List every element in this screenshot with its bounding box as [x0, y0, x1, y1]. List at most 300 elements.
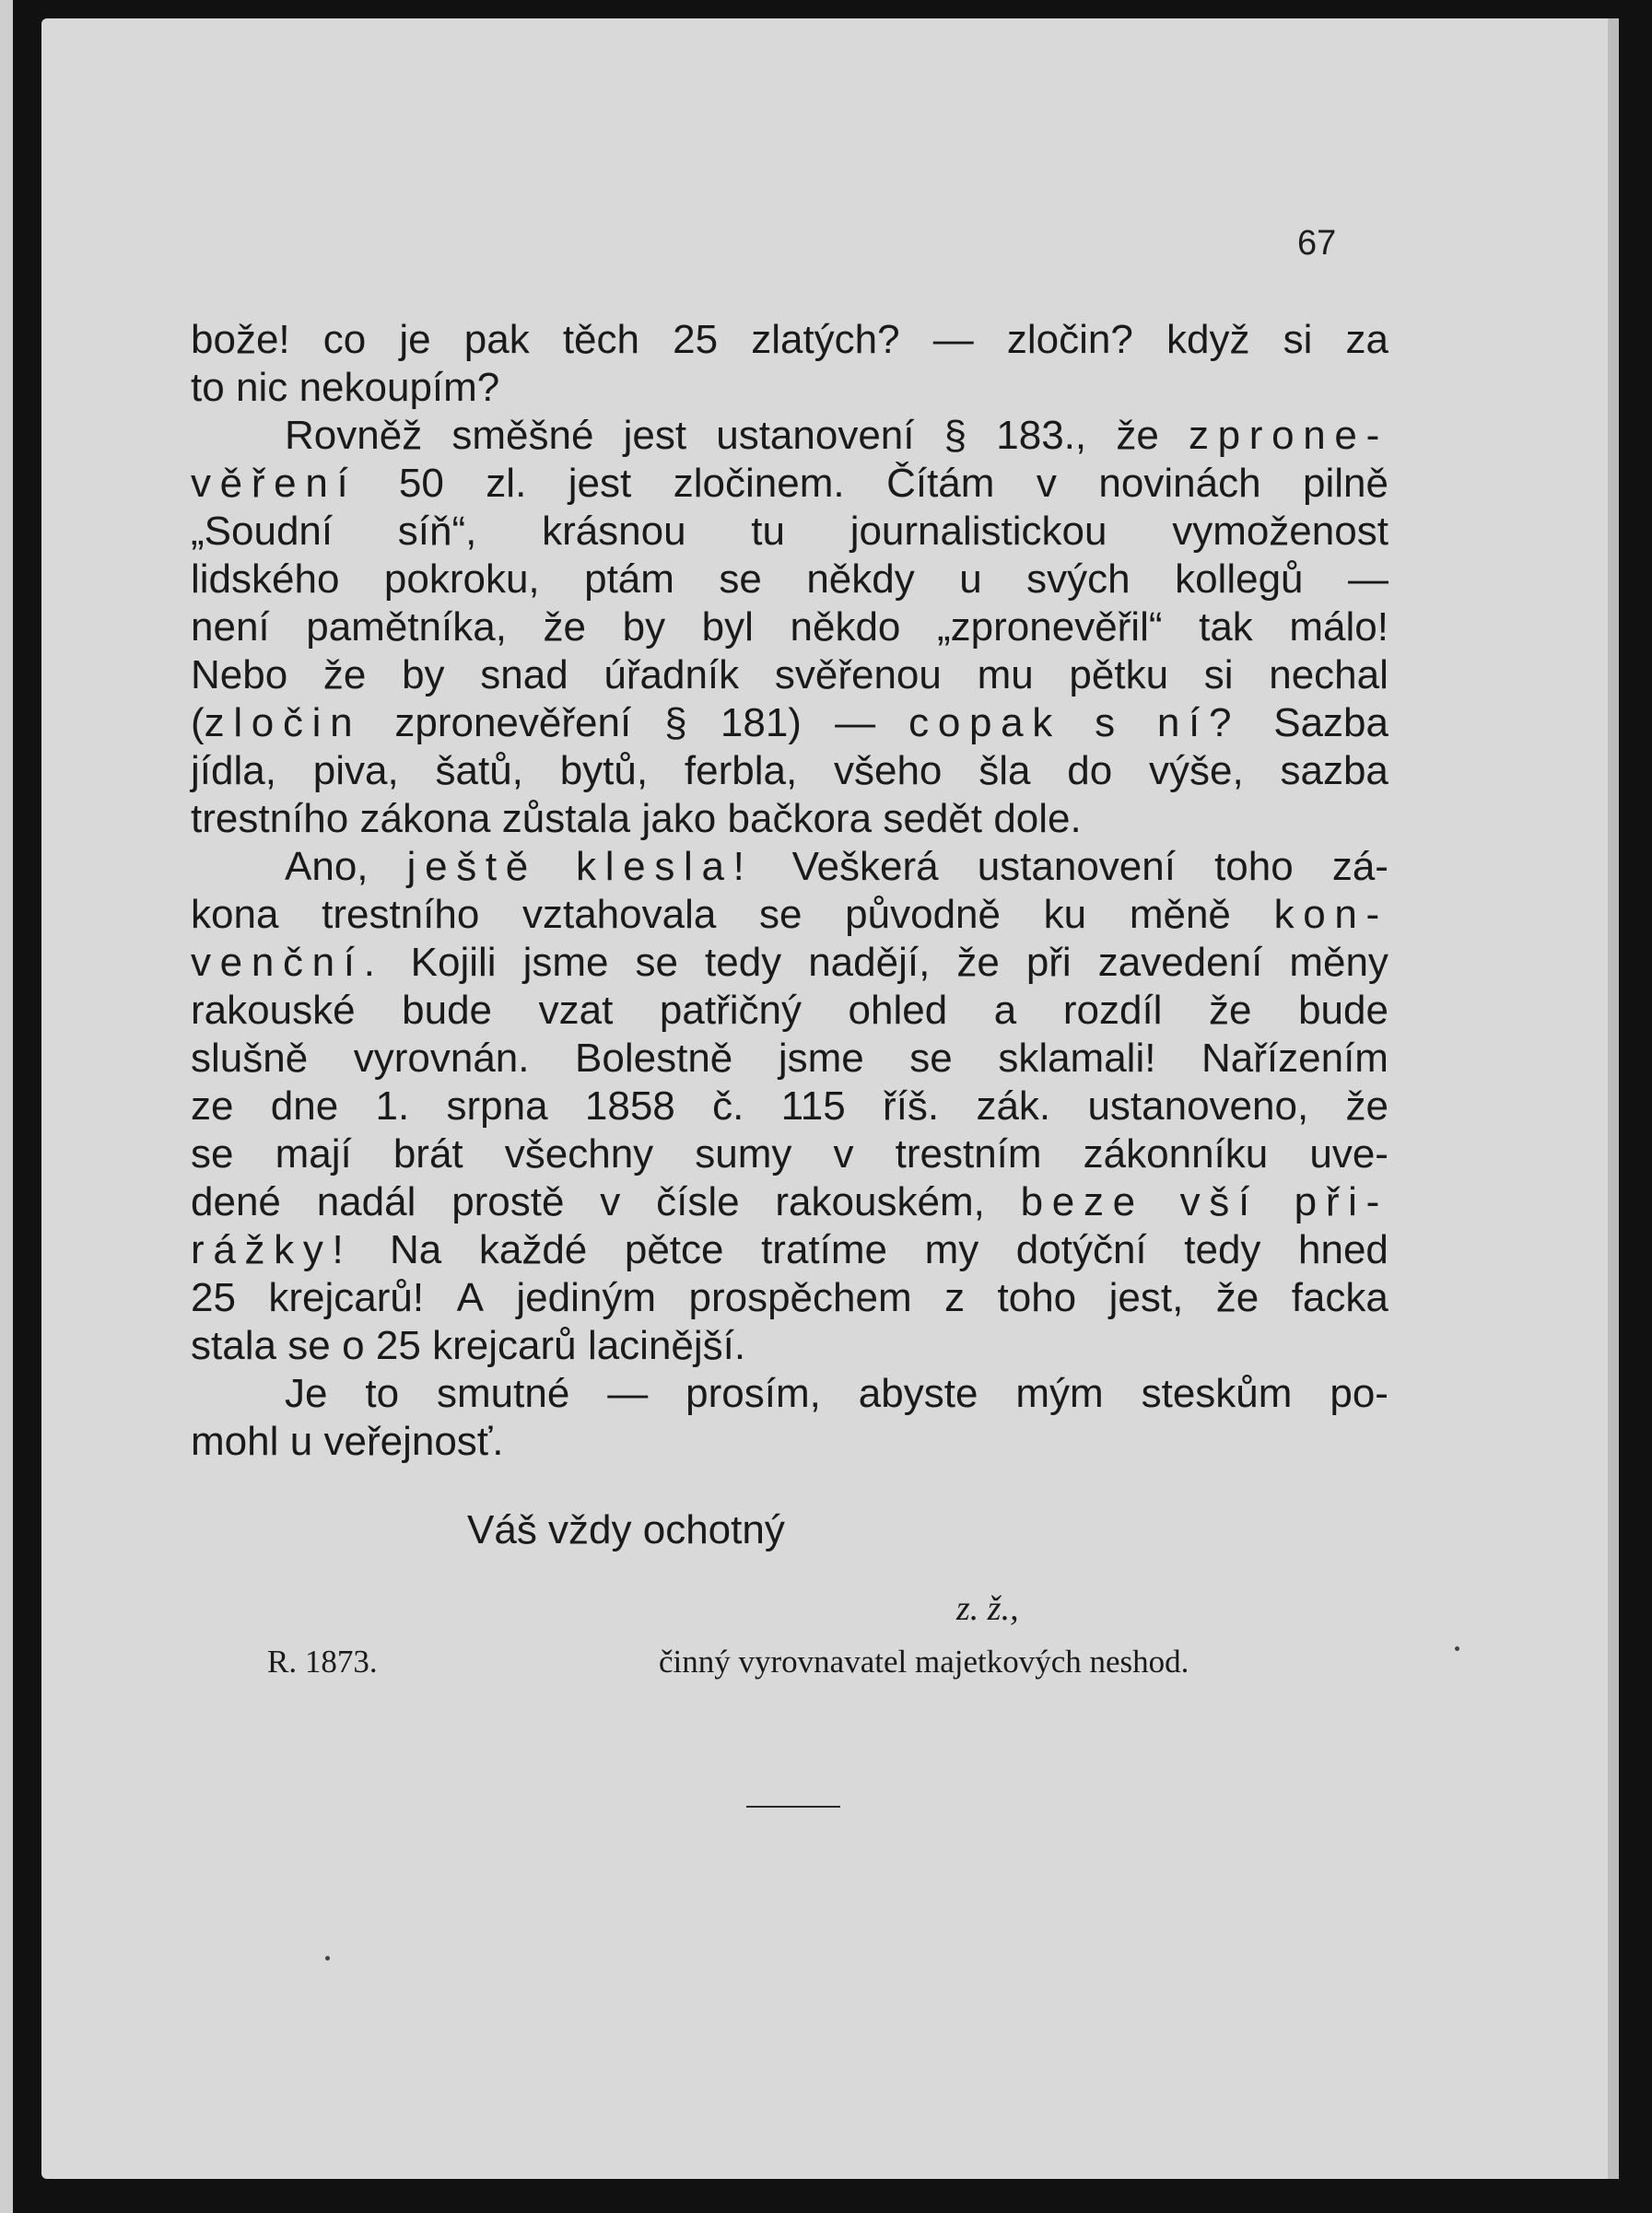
- text-line: [191, 651, 1388, 699]
- text-fragment: by: [622, 604, 666, 650]
- text-word: [712, 1083, 744, 1130]
- text-word: [834, 747, 942, 795]
- text-word: [600, 1178, 620, 1226]
- text-word: [623, 603, 665, 651]
- text-line: [191, 699, 1388, 747]
- text-word: [779, 1035, 864, 1083]
- text-fragment: rozdíl: [1062, 988, 1163, 1033]
- scan-speck: [325, 1956, 330, 1961]
- text-word: [933, 316, 974, 364]
- text-word: [1130, 891, 1231, 939]
- text-line: [191, 987, 1388, 1035]
- text-fragment: zák.: [976, 1083, 1051, 1129]
- text-word: [317, 1178, 416, 1226]
- scan-speck: [1455, 1646, 1459, 1651]
- text-word: [1345, 316, 1388, 364]
- text-fragment: ustanovení: [716, 413, 915, 458]
- text-fragment: o: [342, 1323, 365, 1368]
- text-word: [1330, 1370, 1388, 1418]
- text-fragment: úřadník: [603, 652, 740, 697]
- text-word: [191, 1178, 281, 1226]
- text-fragment: že: [1345, 1083, 1388, 1129]
- text-word: [313, 747, 399, 795]
- text-word: [1269, 651, 1388, 699]
- text-fragment: pokroku,: [383, 556, 540, 602]
- text-fragment: mají: [275, 1131, 352, 1177]
- text-word: [1015, 1370, 1103, 1418]
- text-word: [1016, 1226, 1147, 1274]
- text-fragment: bude: [1298, 988, 1388, 1033]
- text-fragment: 25: [673, 317, 719, 362]
- text-word: [624, 412, 686, 460]
- text-word: [1063, 987, 1163, 1035]
- text-word: [451, 412, 593, 460]
- spaced-emphasis: venční.: [191, 940, 384, 985]
- text-fragment: co: [322, 317, 367, 362]
- text-word: [1021, 1178, 1144, 1226]
- text-word: [365, 1370, 399, 1418]
- text-word: [1007, 316, 1133, 364]
- text-word: [978, 747, 1030, 795]
- place-date: R. 1873.: [267, 1644, 378, 1680]
- text-fragment: si: [1203, 652, 1234, 697]
- text-fragment: 1.: [375, 1083, 410, 1129]
- text-fragment: bude: [402, 988, 493, 1033]
- text-word: [1209, 987, 1251, 1035]
- text-word: [1283, 316, 1313, 364]
- text-line: [191, 795, 1388, 843]
- section-rule: [746, 1806, 840, 1808]
- text-fragment: jest: [568, 461, 632, 506]
- text-fragment: novinách: [1098, 461, 1261, 506]
- spaced-emphasis: copak: [908, 700, 1061, 745]
- text-word: [191, 795, 348, 843]
- text-fragment: je: [399, 317, 431, 362]
- text-word: [721, 699, 802, 747]
- text-fragment: se: [909, 1036, 953, 1081]
- text-fragment: Čítám: [886, 461, 995, 506]
- text-fragment: krásnou: [542, 509, 686, 554]
- text-line: [191, 412, 1388, 460]
- text-fragment: šatů,: [435, 748, 523, 793]
- text-fragment: do: [1067, 748, 1113, 793]
- text-fragment: jest: [623, 413, 687, 458]
- text-word: [674, 460, 845, 508]
- text-fragment: jsme: [522, 940, 609, 985]
- text-fragment: měny: [1289, 940, 1388, 985]
- text-word: [835, 699, 875, 747]
- text-word: [761, 1226, 887, 1274]
- text-word: [1166, 316, 1249, 364]
- spaced-emphasis: věření: [191, 461, 357, 506]
- text-fragment: zavedení: [1097, 940, 1263, 985]
- closing-line: Váš vždy ochotný: [467, 1507, 785, 1552]
- text-word: [1116, 412, 1158, 460]
- text-fragment: se: [719, 556, 762, 602]
- spaced-emphasis: s: [1095, 700, 1124, 745]
- text-line: [191, 556, 1388, 603]
- text-fragment: jídla,: [191, 748, 276, 793]
- text-word: [705, 939, 781, 987]
- signature-initials: z. ž.,: [956, 1589, 1019, 1628]
- text-word: [850, 508, 1107, 556]
- text-fragment: když: [1166, 317, 1250, 362]
- text-word: [688, 1274, 911, 1322]
- text-fragment: Rovněž: [285, 413, 423, 458]
- text-word: [285, 843, 369, 891]
- text-word: [285, 412, 422, 460]
- text-line: [191, 747, 1388, 795]
- text-fragment: to: [191, 365, 225, 410]
- text-word: [603, 651, 739, 699]
- text-word: [191, 939, 384, 987]
- text-fragment: zlatých?: [751, 317, 900, 362]
- text-fragment: lidského: [191, 556, 340, 602]
- text-word: [1037, 460, 1057, 508]
- spaced-emphasis: kon-: [1273, 892, 1388, 937]
- text-word: [641, 795, 716, 843]
- text-word: [402, 651, 444, 699]
- text-word: [376, 1083, 410, 1130]
- text-fragment: sedět: [883, 796, 982, 841]
- text-fragment: si: [1283, 317, 1313, 362]
- text-word: [447, 1083, 548, 1130]
- text-word: [398, 508, 477, 556]
- text-word: [275, 1130, 352, 1178]
- text-word: [944, 1274, 965, 1322]
- text-fragment: svěřenou: [774, 652, 942, 697]
- text-word: [1180, 1178, 1259, 1226]
- text-fragment: tedy: [1184, 1227, 1261, 1272]
- text-word: [584, 556, 674, 603]
- text-word: [384, 556, 540, 603]
- text-word: [268, 1274, 424, 1322]
- text-fragment: ptám: [584, 556, 674, 602]
- text-fragment: 25: [375, 1323, 421, 1368]
- text-fragment: —: [932, 317, 974, 362]
- text-fragment: dne: [270, 1083, 339, 1129]
- text-word: [1274, 891, 1388, 939]
- text-word: [399, 460, 444, 508]
- text-fragment: sumy: [695, 1131, 792, 1177]
- text-word: [781, 1083, 846, 1130]
- text-word: [775, 1178, 984, 1226]
- text-word: [978, 651, 1034, 699]
- text-word: [993, 795, 1081, 843]
- text-fragment: A: [456, 1275, 484, 1320]
- text-fragment: bačkora: [727, 796, 873, 841]
- text-fragment: dole.: [993, 796, 1082, 841]
- text-word: [1087, 1083, 1308, 1130]
- text-word: [956, 939, 999, 987]
- text-fragment: směšné: [451, 413, 594, 458]
- text-fragment: nadál: [316, 1179, 416, 1224]
- text-fragment: vzat: [538, 988, 614, 1033]
- text-fragment: mým: [1015, 1371, 1104, 1416]
- text-word: [1298, 987, 1388, 1035]
- text-fragment: Na: [390, 1227, 442, 1272]
- text-fragment: prostě: [451, 1179, 565, 1224]
- text-word: [1098, 460, 1260, 508]
- text-fragment: síň“,: [397, 509, 477, 554]
- text-word: [191, 556, 339, 603]
- signature-title: činný vyrovnavatel majetkových neshod.: [659, 1644, 1189, 1680]
- text-fragment: Kojili: [410, 940, 497, 985]
- text-fragment: šla: [978, 748, 1031, 793]
- text-word: [1303, 460, 1388, 508]
- text-word: [191, 316, 290, 364]
- text-fragment: trestním: [895, 1131, 1042, 1177]
- text-fragment: mu: [977, 652, 1034, 697]
- text-fragment: někdo: [790, 604, 901, 650]
- text-word: [585, 1083, 675, 1130]
- text-word: [849, 987, 948, 1035]
- text-fragment: jsme: [778, 1036, 864, 1081]
- text-fragment: ohled: [848, 988, 948, 1033]
- text-word: [751, 508, 785, 556]
- text-word: [191, 1035, 308, 1083]
- text-word: [883, 795, 982, 843]
- text-word: [1289, 603, 1388, 651]
- text-fragment: nekoupím?: [299, 365, 500, 410]
- body-text: [191, 316, 1388, 1466]
- text-line: [191, 364, 1388, 412]
- text-fragment: že: [1209, 988, 1252, 1033]
- text-fragment: vztahovala: [521, 892, 717, 937]
- text-line: [191, 1370, 1388, 1418]
- text-word: [542, 508, 686, 556]
- text-word: [909, 1035, 952, 1083]
- text-word: [299, 364, 500, 412]
- text-word: [636, 939, 678, 987]
- text-fragment: v: [833, 1131, 854, 1177]
- text-word: [563, 316, 639, 364]
- text-fragment: bytů,: [559, 748, 649, 793]
- text-word: [576, 843, 753, 891]
- text-word: [402, 987, 492, 1035]
- text-fragment: ustanoveno,: [1087, 1083, 1309, 1129]
- text-fragment: by: [402, 652, 445, 697]
- text-fragment: tu: [751, 509, 785, 554]
- text-fragment: z: [944, 1275, 966, 1320]
- text-fragment: rakouské: [191, 988, 356, 1033]
- text-word: [285, 1370, 327, 1418]
- text-word: [1157, 699, 1240, 747]
- text-fragment: veřejnosť.: [323, 1419, 504, 1464]
- text-fragment: prospěchem: [688, 1275, 912, 1320]
- text-fragment: tak: [1199, 604, 1253, 650]
- text-line: [191, 843, 1388, 891]
- text-fragment: že: [1215, 1275, 1260, 1320]
- text-fragment: srpna: [446, 1083, 548, 1129]
- text-word: [1109, 1274, 1184, 1322]
- text-fragment: abyste: [858, 1371, 978, 1416]
- text-fragment: že: [956, 940, 1000, 985]
- text-word: [323, 1418, 503, 1466]
- spaced-emphasis: vší: [1179, 1179, 1259, 1224]
- text-fragment: se: [287, 1323, 331, 1368]
- text-word: [1201, 1035, 1388, 1083]
- text-fragment: každé: [478, 1227, 588, 1272]
- text-word: [808, 939, 930, 987]
- text-fragment: (: [191, 700, 205, 745]
- text-word: [480, 651, 568, 699]
- text-word: [191, 1083, 233, 1130]
- text-word: [191, 1130, 233, 1178]
- text-fragment: se: [191, 1131, 234, 1177]
- text-word: [625, 1226, 724, 1274]
- text-word: [1292, 1274, 1388, 1322]
- text-fragment: všechny: [504, 1131, 654, 1177]
- text-word: [883, 1083, 939, 1130]
- text-line: [191, 316, 1388, 364]
- text-line: [191, 1178, 1388, 1226]
- text-word: [1280, 747, 1388, 795]
- text-word: [834, 1130, 854, 1178]
- text-line: [191, 1130, 1388, 1178]
- text-word: [792, 843, 939, 891]
- text-fragment: pilně: [1303, 461, 1388, 506]
- text-word: [908, 699, 1061, 747]
- text-word: [896, 1130, 1042, 1178]
- text-word: [544, 603, 586, 651]
- text-word: [436, 747, 523, 795]
- text-fragment: „Soudní: [191, 509, 334, 554]
- text-word: [191, 364, 225, 412]
- text-fragment: u: [289, 1419, 313, 1464]
- text-fragment: byl: [701, 604, 754, 650]
- text-fragment: není: [191, 604, 270, 650]
- text-word: [775, 651, 942, 699]
- text-word: [191, 603, 270, 651]
- text-word: [978, 843, 1176, 891]
- text-fragment: těch: [562, 317, 639, 362]
- spaced-emphasis: ještě: [406, 844, 537, 889]
- book-page: [41, 18, 1619, 2179]
- text-fragment: při: [1025, 940, 1072, 985]
- text-fragment: kollegů: [1175, 556, 1304, 602]
- text-word: [1175, 556, 1303, 603]
- text-word: [568, 460, 631, 508]
- text-word: [660, 987, 802, 1035]
- text-word: [1026, 939, 1072, 987]
- text-fragment: stala: [191, 1323, 276, 1368]
- text-word: [539, 987, 614, 1035]
- text-word: [1295, 1178, 1388, 1226]
- text-fragment: zákona: [359, 796, 491, 841]
- text-word: [287, 1322, 330, 1370]
- text-word: [451, 1178, 564, 1226]
- text-fragment: patřičný: [659, 988, 802, 1033]
- text-fragment: tedy: [705, 940, 782, 985]
- text-fragment: Je: [285, 1371, 328, 1416]
- text-word: [791, 603, 901, 651]
- text-word: [432, 1322, 577, 1370]
- text-fragment: jediným: [516, 1275, 657, 1320]
- text-fragment: trestního: [322, 892, 480, 937]
- text-fragment: zpronevěření: [394, 700, 632, 745]
- text-word: [191, 747, 276, 795]
- text-word: [1289, 939, 1388, 987]
- spaced-emphasis: ní?: [1156, 700, 1241, 745]
- scan-edge-left: [0, 0, 13, 2213]
- text-word: [806, 556, 914, 603]
- text-fragment: jako: [641, 796, 717, 841]
- text-word: [191, 508, 333, 556]
- text-line: [191, 1418, 1388, 1466]
- text-fragment: v: [1036, 461, 1057, 506]
- text-word: [342, 1322, 364, 1370]
- text-word: [560, 747, 648, 795]
- text-fragment: č.: [712, 1083, 744, 1129]
- spaced-emphasis: klesla!: [576, 844, 754, 889]
- text-word: [998, 1035, 1155, 1083]
- text-word: [1044, 891, 1086, 939]
- text-word: [1084, 1130, 1269, 1178]
- text-word: [976, 1083, 1050, 1130]
- text-word: [959, 556, 981, 603]
- text-fragment: 25: [191, 1275, 236, 1320]
- text-fragment: kona: [191, 892, 279, 937]
- text-word: [702, 603, 754, 651]
- text-line: [191, 1083, 1388, 1130]
- text-word: [664, 699, 686, 747]
- text-fragment: jest,: [1108, 1275, 1184, 1320]
- text-word: [1273, 699, 1388, 747]
- text-fragment: —: [1347, 556, 1388, 602]
- text-fragment: §: [943, 413, 967, 458]
- text-word: [505, 1130, 653, 1178]
- text-fragment: za: [1345, 317, 1388, 362]
- text-fragment: Bolestně: [575, 1036, 733, 1081]
- text-word: [464, 316, 530, 364]
- text-word: [437, 1370, 569, 1418]
- text-fragment: bože!: [191, 317, 290, 362]
- page-number: 67: [1297, 224, 1337, 263]
- text-fragment: 183.,: [996, 413, 1087, 458]
- text-fragment: brát: [392, 1131, 463, 1177]
- text-word: [845, 891, 1001, 939]
- text-fragment: vyrovnán.: [353, 1036, 530, 1081]
- text-word: [407, 843, 537, 891]
- text-fragment: po-: [1330, 1371, 1388, 1416]
- text-word: [191, 1274, 236, 1322]
- text-fragment: —: [835, 700, 876, 745]
- text-fragment: zl.: [486, 461, 527, 506]
- text-fragment: málo!: [1289, 604, 1388, 650]
- text-word: [191, 460, 357, 508]
- text-word: [1216, 1274, 1259, 1322]
- text-line: [191, 460, 1388, 508]
- text-fragment: Nařízením: [1201, 1036, 1388, 1081]
- text-line: [191, 1322, 1388, 1370]
- text-fragment: výše,: [1148, 748, 1244, 793]
- text-fragment: někdy: [806, 556, 915, 602]
- text-line: [191, 1035, 1388, 1083]
- text-fragment: říš.: [883, 1083, 940, 1129]
- text-word: [1204, 651, 1234, 699]
- text-word: [376, 1322, 421, 1370]
- text-fragment: toho: [1214, 844, 1294, 889]
- text-fragment: pak: [463, 317, 530, 362]
- text-word: [390, 1226, 441, 1274]
- text-word: [457, 1274, 484, 1322]
- text-word: [719, 556, 761, 603]
- text-fragment: smutné: [437, 1371, 570, 1416]
- text-fragment: ze: [191, 1083, 234, 1129]
- text-fragment: krejcarů!: [268, 1275, 425, 1320]
- text-fragment: dotýční: [1015, 1227, 1147, 1272]
